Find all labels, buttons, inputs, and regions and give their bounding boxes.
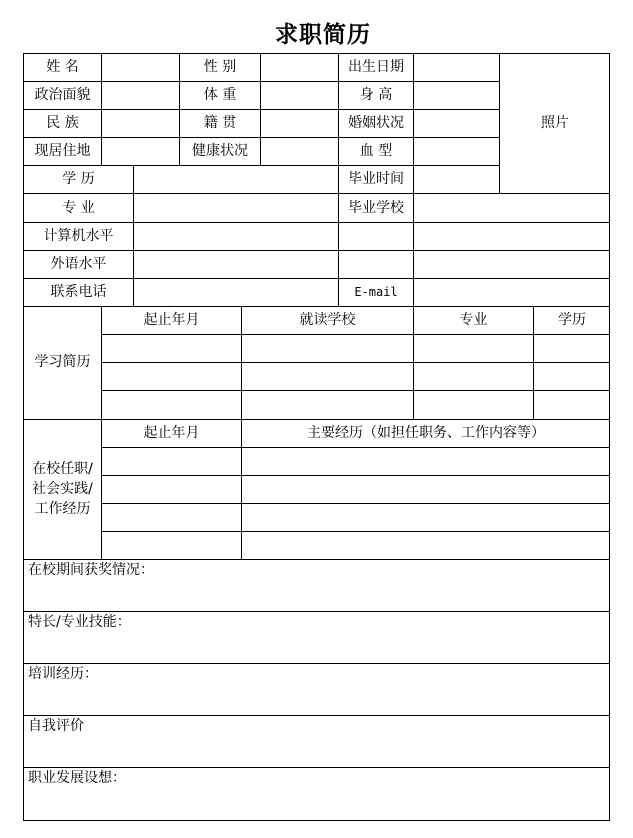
label-education: 学 历 bbox=[62, 171, 95, 187]
label-marital-status: 婚姻状况 bbox=[348, 115, 404, 131]
photo-placeholder: 照片 bbox=[541, 115, 569, 131]
graduation-time-field[interactable] bbox=[414, 166, 499, 193]
blood-type-field[interactable] bbox=[414, 138, 499, 165]
computer-level-field[interactable] bbox=[134, 223, 610, 250]
study-header-degree: 学历 bbox=[558, 312, 586, 328]
label-current-address: 现居住地 bbox=[34, 143, 91, 159]
political-status-field[interactable] bbox=[102, 82, 179, 109]
marital-status-field[interactable] bbox=[414, 110, 499, 137]
gender-field[interactable] bbox=[261, 54, 338, 81]
label-name: 姓 名 bbox=[46, 59, 79, 75]
self-evaluation-label: 自我评价 bbox=[28, 718, 84, 734]
email-field[interactable] bbox=[414, 279, 610, 306]
weight-field[interactable] bbox=[261, 82, 338, 109]
label-graduation-school: 毕业学校 bbox=[348, 200, 404, 216]
language-level-field[interactable] bbox=[134, 251, 610, 278]
label-phone: 联系电话 bbox=[50, 284, 107, 300]
label-gender: 性 别 bbox=[203, 59, 237, 75]
study-section-label: 学习简历 bbox=[34, 354, 91, 370]
label-email: E-mail bbox=[354, 285, 398, 299]
training-label: 培训经历： bbox=[28, 666, 98, 682]
study-rows[interactable] bbox=[102, 335, 610, 419]
awards-label: 在校期间获奖情况： bbox=[28, 562, 154, 578]
career-plan-label: 职业发展设想： bbox=[28, 770, 126, 786]
career-plan-field[interactable] bbox=[24, 790, 610, 820]
row-divider bbox=[23, 715, 610, 716]
ethnicity-field[interactable] bbox=[102, 110, 179, 137]
phone-field[interactable] bbox=[134, 279, 338, 306]
label-blood-type: 血 型 bbox=[359, 143, 393, 159]
row-divider bbox=[23, 663, 610, 664]
label-native-place: 籍 贯 bbox=[203, 115, 237, 131]
label-political-status: 政治面貌 bbox=[34, 87, 91, 103]
education-field[interactable] bbox=[134, 166, 338, 193]
graduation-school-field[interactable] bbox=[414, 194, 610, 222]
current-address-field[interactable] bbox=[102, 138, 179, 165]
work-rows[interactable] bbox=[102, 448, 610, 559]
work-header-experience: 主要经历（如担任职务、工作内容等） bbox=[307, 425, 545, 441]
major-field[interactable] bbox=[134, 194, 338, 222]
work-header-period: 起止年月 bbox=[143, 425, 200, 441]
study-header-school: 就读学校 bbox=[299, 312, 356, 328]
label-birth-date: 出生日期 bbox=[348, 59, 404, 75]
label-graduation-time: 毕业时间 bbox=[348, 171, 404, 187]
native-place-field[interactable] bbox=[261, 110, 338, 137]
label-weight: 体 重 bbox=[203, 87, 237, 103]
skills-field[interactable] bbox=[24, 634, 610, 663]
self-evaluation-field[interactable] bbox=[24, 738, 610, 767]
study-header-major: 专业 bbox=[459, 312, 488, 328]
label-computer-level: 计算机水平 bbox=[43, 228, 114, 244]
label-health-status: 健康状况 bbox=[192, 143, 248, 159]
awards-field[interactable] bbox=[24, 582, 610, 611]
label-ethnicity: 民 族 bbox=[46, 115, 79, 131]
birth-date-field[interactable] bbox=[414, 54, 499, 81]
health-status-field[interactable] bbox=[261, 138, 338, 165]
work-section-label: 在校任职/ 社会实践/ 工作经历 bbox=[32, 461, 93, 517]
label-height: 身 高 bbox=[359, 87, 393, 103]
training-field[interactable] bbox=[24, 686, 610, 715]
label-language-level: 外语水平 bbox=[50, 256, 107, 272]
skills-label: 特长/专业技能： bbox=[28, 614, 131, 630]
name-field[interactable] bbox=[102, 54, 179, 81]
page-title: 求职简历 bbox=[275, 21, 371, 48]
label-major: 专 业 bbox=[62, 200, 95, 216]
study-header-period: 起止年月 bbox=[143, 312, 200, 328]
height-field[interactable] bbox=[414, 82, 499, 109]
